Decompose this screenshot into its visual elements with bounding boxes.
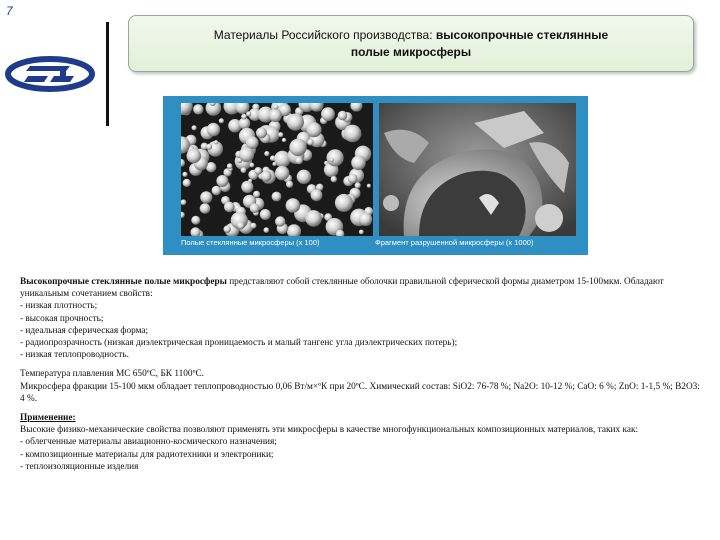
divider-line: [106, 22, 109, 126]
microspheres-photo: [181, 103, 373, 236]
caption-right: Фрагмент разрушенной микросферы (х 1000): [375, 238, 534, 247]
caption-left: Полые стеклянные микросферы (х 100): [181, 238, 320, 247]
property-item: - радиопрозрачность (низкая диэлектрическая проницаемость и малый тангенс угла диэлектрических потерь);: [20, 338, 458, 349]
title-emphasis-2: полые микросферы: [350, 44, 472, 59]
company-logo: [4, 54, 96, 94]
title-prefix: Материалы Российского производства:: [213, 27, 436, 42]
property-item: - низкая плотность;: [20, 301, 98, 312]
title-box: [128, 15, 694, 72]
paragraph-intro: [20, 276, 700, 300]
property-item: - идеальная сферическая форма;: [20, 325, 149, 336]
application-item: - облегченные материалы авиационно-космического назначения;: [20, 437, 277, 448]
melting-point-text: Температура плавления МС 650ºС, БК 1100ºС.: [20, 369, 204, 380]
title-emphasis-1: высокопрочные стеклянные: [435, 27, 609, 42]
microsphere-figure: [163, 96, 588, 255]
property-item: - низкая теплопроводность.: [20, 350, 129, 361]
body-text: [20, 276, 700, 473]
intro-rest: представляют собой стеклянные оболочки правильной сферической формы диаметром 15-100мкм. Обладают уникальным сочетанием свойств:: [20, 277, 664, 300]
application-text: Высокие физико-механические свойства позволяют применять эти микросферы в качестве многофункциональных композиционных материалов, таких как:: [20, 425, 639, 436]
composition-text: Микросфера фракции 15-100 мкм обладает теплопроводностью 0,06 Вт/м×ºК при 20ºС. Химический состав: SiO2: 76-78 %; Na2O: 10-12 %; CaO: 6 %; ZnO: 1-1,5 %; B2O3: 4 %.: [20, 381, 700, 404]
intro-lead: Высокопрочные стеклянные полые микросферы: [20, 277, 227, 287]
slide-title: [214, 27, 608, 61]
application-heading: Применение:: [20, 413, 76, 424]
broken-microsphere-photo: [379, 103, 576, 236]
application-item: - композиционные материалы для радиотехники и электроники;: [20, 449, 274, 460]
property-item: - высокая прочность;: [20, 313, 104, 324]
application-item: - теплоизоляционные изделия: [20, 461, 139, 472]
page-number: 7: [6, 4, 13, 18]
